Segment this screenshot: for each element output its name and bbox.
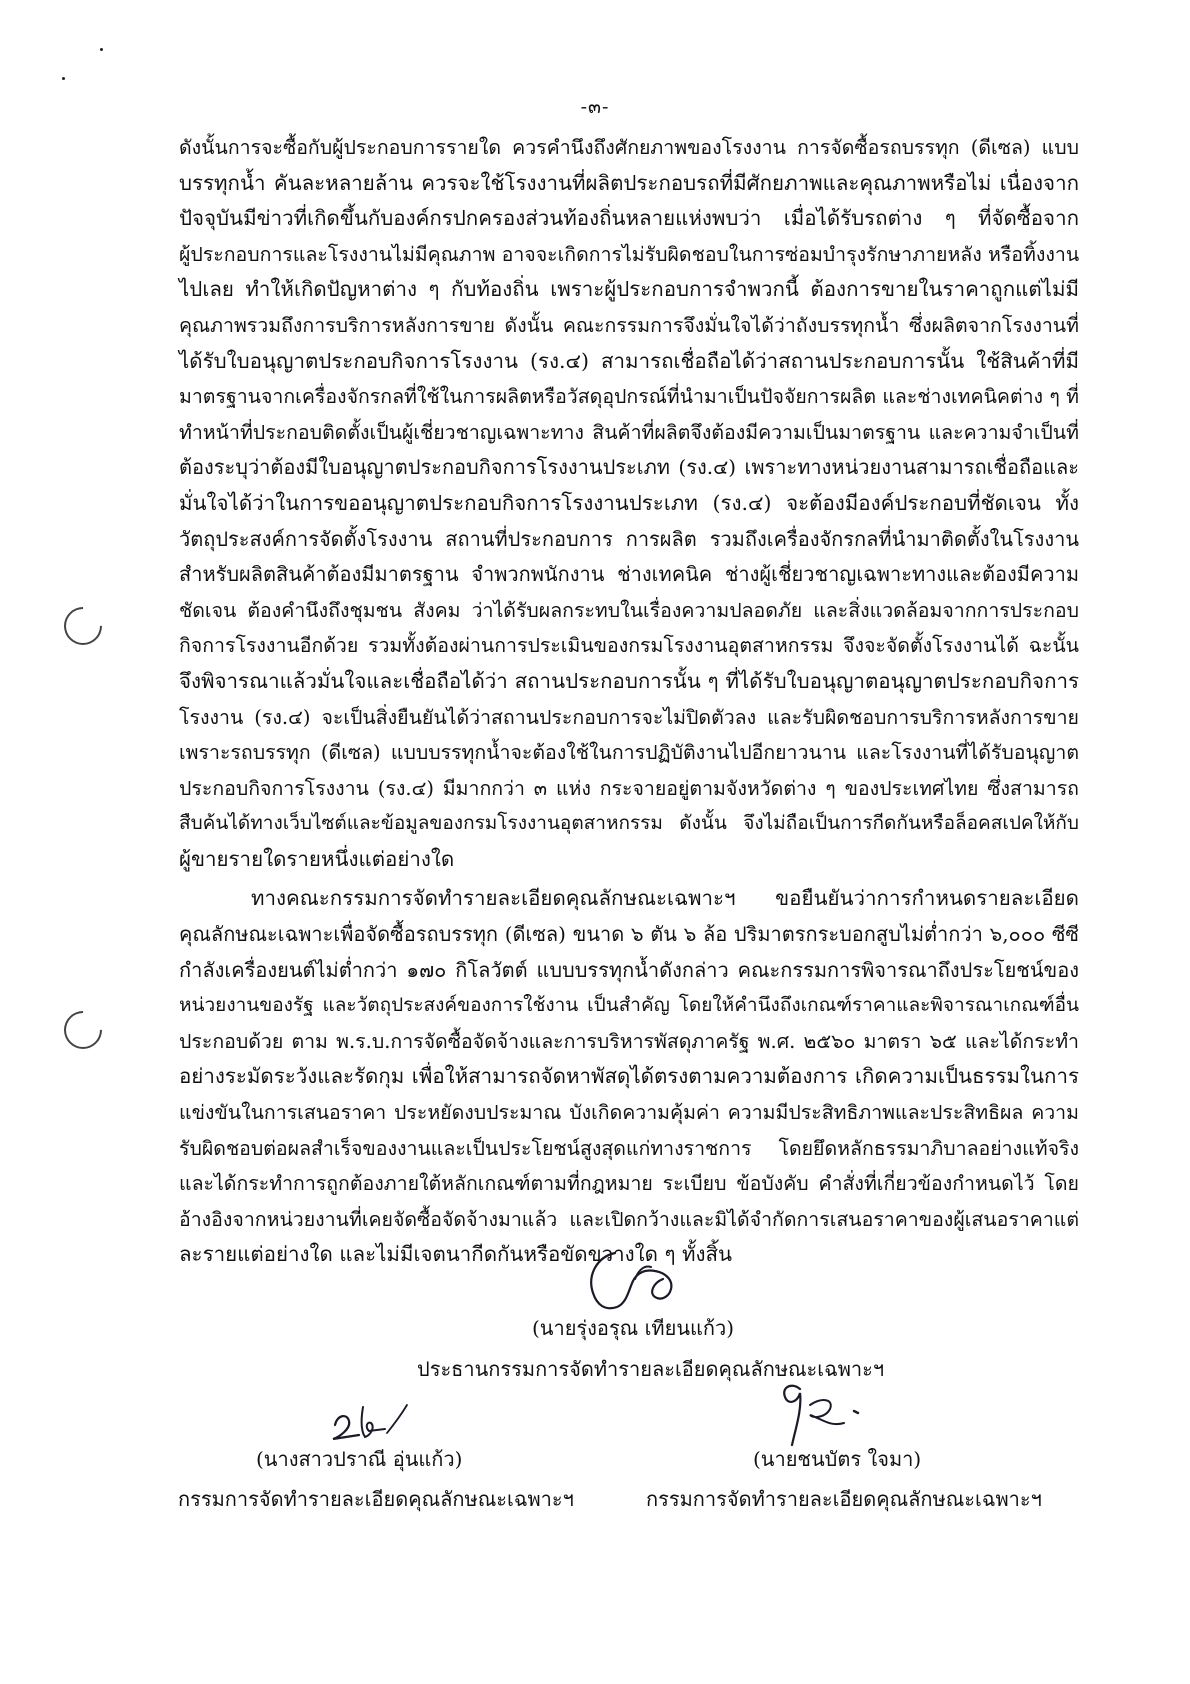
- punch-hole-mark: [56, 599, 110, 653]
- text-line: สำหรับผลิตสินค้าต้องมีมาตรฐาน จำพวกพนักงาน ช่างเทคนิค ช่างผู้เชี่ยวชาญเฉพาะทางและต้องมีความ: [179, 562, 1079, 587]
- text-line: คุณลักษณะเฉพาะเพื่อจัดซื้อรถบรรทุก (ดีเซล) ขนาด ๖ ตัน ๖ ล้อ ปริมาตรกระบอกสูบไม่ต่ำกว่า ๖,๐๐๐ ซีซี: [179, 922, 1079, 947]
- member2-title: กรรมการจัดทำรายละเอียดคุณลักษณะเฉพาะฯ: [646, 1487, 1042, 1511]
- scan-speck: [100, 48, 103, 51]
- text-line: มั่นใจได้ว่าในการขออนุญาตประกอบกิจการโรงงานประเภท (รง.๔) จะต้องมีองค์ประกอบที่ชัดเจน ทั้ง: [179, 490, 1079, 515]
- text-line: ทำหน้าที่ประกอบติดตั้งเป็นผู้เชี่ยวชาญเฉพาะทาง สินค้าที่ผลิตจึงต้องมีความเป็นมาตรฐาน และความจำเป็นที่: [179, 420, 1079, 444]
- text-line: คุณภาพรวมถึงการบริการหลังการขาย ดังนั้น คณะกรรมการจึงมั่นใจได้ว่าถังบรรทุกน้ำ ซึ่งผลิตจากโรงงานที่: [179, 313, 1079, 337]
- punch-hole-mark: [56, 1003, 110, 1057]
- text-line: แข่งขันในการเสนอราคา ประหยัดงบประมาณ บังเกิดความคุ้มค่า ความมีประสิทธิภาพและประสิทธิผล ความ: [179, 1101, 1079, 1125]
- text-line: ทางคณะกรรมการจัดทำรายละเอียดคุณลักษณะเฉพาะฯ ขอยืนยันว่าการกำหนดรายละเอียด: [251, 886, 1079, 911]
- document-body: [179, 130, 1079, 1273]
- paragraph-1: [179, 130, 1079, 877]
- text-line: ต้องระบุว่าต้องมีใบอนุญาตประกอบกิจการโรงงานประเภท (รง.๔) เพราะทางหน่วยงานสามารถเชื่อถือและ: [179, 455, 1079, 480]
- text-line: จึงพิจารณาแล้วมั่นใจและเชื่อถือได้ว่า สถานประกอบการนั้น ๆ ที่ได้รับใบอนุญาตอนุญาตประกอบกิจการ: [179, 668, 1079, 693]
- text-line: วัตถุประสงค์การจัดตั้งโรงงาน สถานที่ประกอบการ การผลิต รวมถึงเครื่องจักรกลที่นำมาติดตั้งในโรงงาน: [179, 526, 1079, 551]
- text-line: ไปเลย ทำให้เกิดปัญหาต่าง ๆ กับท้องถิ่น เพราะผู้ประกอบการจำพวกนี้ ต้องการขายในราคาถูกแต่ไม่มี: [179, 277, 1079, 302]
- text-line: ผู้ขายรายใดรายหนึ่งแต่อย่างใด: [179, 846, 455, 871]
- member1-signature-mark: [325, 1395, 415, 1450]
- text-line: ปัจจุบันมีข่าวที่เกิดขึ้นกับองค์กรปกครองส่วนท้องถิ่นหลายแห่งพบว่า เมื่อได้รับรถต่าง ๆ ที่จัดซื้อจาก: [179, 206, 1079, 231]
- text-line: และได้กระทำการถูกต้องภายใต้หลักเกณฑ์ตามที่กฎหมาย ระเบียบ ข้อบังคับ คำสั่งที่เกี่ยวข้องกำหนดไว้ โดย: [179, 1172, 1079, 1196]
- text-line: ได้รับใบอนุญาตประกอบกิจการโรงงาน (รง.๔) สามารถเชื่อถือได้ว่าสถานประกอบการนั้น ใช้สินค้าที่มี: [179, 348, 1079, 373]
- text-line: รับผิดชอบต่อผลสำเร็จของงานและเป็นประโยชน์สูงสุดแก่ทางราชการ โดยยึดหลักธรรมาภิบาลอย่างแท้จริง: [179, 1136, 1079, 1160]
- text-line: สืบค้นได้ทางเว็บไซต์และข้อมูลของกรมโรงงานอุตสาหกรรม ดังนั้น จึงไม่ถือเป็นการกีดกันหรือล็อคสเปคให้กับ: [179, 812, 1079, 835]
- text-line: มาตรฐานจากเครื่องจักรกลที่ใช้ในการผลิตหรือวัสดุอุปกรณ์ที่นำมาเป็นปัจจัยการผลิต และช่างเทคนิคต่าง ๆ ที่: [179, 385, 1079, 409]
- text-line: หน่วยงานของรัฐ และวัตถุประสงค์ของการใช้งาน เป็นสำคัญ โดยให้คำนึงถึงเกณฑ์ราคาและพิจารณาเกณฑ์อื่น: [179, 994, 1079, 1017]
- text-line: อ้างอิงจากหน่วยงานที่เคยจัดซื้อจัดจ้างมาแล้ว และเปิดกว้างและมิได้จำกัดการเสนอราคาของผู้เสนอราคาแต่: [179, 1207, 1079, 1231]
- text-line: ละรายแต่อย่างใด และไม่มีเจตนากีดกันหรือขัดขวางใด ๆ ทั้งสิ้น: [179, 1242, 733, 1267]
- paragraph-2: [179, 881, 1079, 1273]
- text-line: ผู้ประกอบการและโรงงานไม่มีคุณภาพ อาจจะเกิดการไม่รับผิดชอบในการซ่อมบำรุงรักษาภายหลัง หรือทิ้งงาน: [179, 242, 1080, 266]
- page-number: -๓-: [580, 96, 610, 118]
- text-line: กำลังเครื่องยนต์ไม่ต่ำกว่า ๑๗๐ กิโลวัตต์ แบบบรรทุกน้ำดังกล่าว คณะกรรมการพิจารณาถึงประโยชน์ของ: [179, 957, 1079, 982]
- text-line: บรรทุกน้ำ คันละหลายล้าน ควรจะใช้โรงงานที่ผลิตประกอบรถที่มีศักยภาพและคุณภาพหรือไม่ เนื่องจาก: [179, 170, 1079, 195]
- member1-title: กรรมการจัดทำรายละเอียดคุณลักษณะเฉพาะฯ: [178, 1487, 574, 1511]
- text-line: ดังนั้นการจะซื้อกับผู้ประกอบการรายใด ควรคำนึงถึงศักยภาพของโรงงาน การจัดซื้อรถบรรทุก (ดีเซล) แบบ: [179, 136, 1079, 159]
- text-line: อย่างระมัดระวังและรัดกุม เพื่อให้สามารถจัดหาพัสดุได้ตรงตามความต้องการ เกิดความเป็นธรรมในการ: [179, 1064, 1079, 1089]
- chair-name: (นายรุ่งอรุณ เทียนแก้ว): [532, 1316, 735, 1340]
- text-line: ประกอบกิจการโรงงาน (รง.๔) มีมากกว่า ๓ แห่ง กระจายอยู่ตามจังหวัดต่าง ๆ ของประเทศไทย ซึ่งสามารถ: [179, 776, 1079, 800]
- member1-name: (นางสาวปราณี อุ่นแก้ว): [256, 1447, 463, 1471]
- text-line: ชัดเจน ต้องคำนึงถึงชุมชน สังคม ว่าได้รับผลกระทบในเรื่องความปลอดภัย และสิ่งแวดล้อมจากการประกอบ: [179, 598, 1079, 622]
- member2-name: (นายชนบัตร ใจมา): [753, 1447, 922, 1471]
- text-line: ประกอบด้วย ตาม พ.ร.บ.การจัดซื้อจัดจ้างและการบริหารพัสดุภาครัฐ พ.ศ. ๒๕๖๐ มาตรา ๖๕ และได้กระทำ: [179, 1029, 1079, 1053]
- text-line: กิจการโรงงานอีกด้วย รวมทั้งต้องผ่านการประเมินของกรมโรงงานอุตสาหกรรม จึงจะจัดตั้งโรงงานได้ ฉะนั้น: [179, 634, 1079, 658]
- chair-title: ประธานกรรมการจัดทำรายละเอียดคุณลักษณะเฉพาะฯ: [417, 1357, 885, 1381]
- text-line: เพราะรถบรรทุก (ดีเซล) แบบบรรทุกน้ำจะต้องใช้ในการปฏิบัติงานไปอีกยาวนาน และโรงงานที่ได้รับอนุญาต: [179, 741, 1079, 765]
- scan-speck: [62, 77, 65, 80]
- text-line: โรงงาน (รง.๔) จะเป็นสิ่งยืนยันได้ว่าสถานประกอบการจะไม่ปิดตัวลง และรับผิดชอบการบริการหลังการขาย: [179, 705, 1079, 729]
